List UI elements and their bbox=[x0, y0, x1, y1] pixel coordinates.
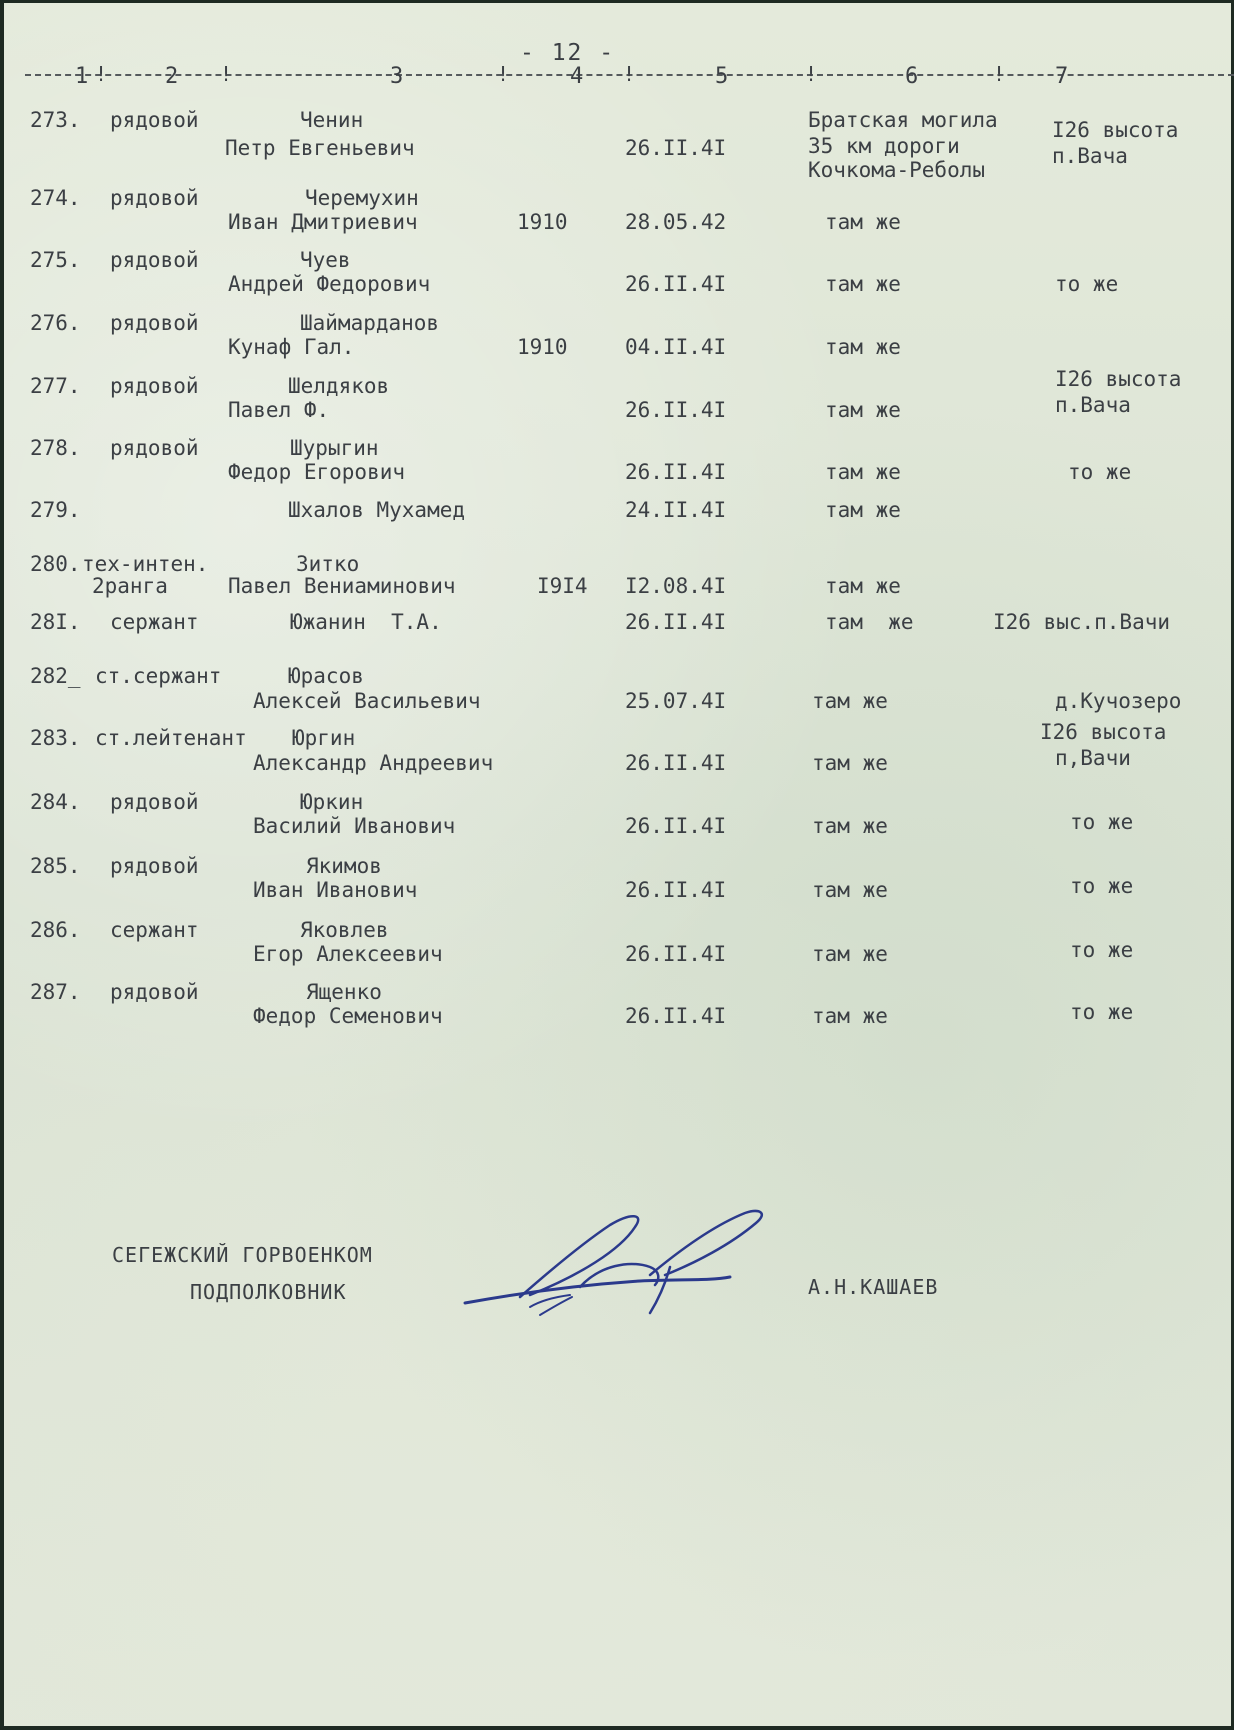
footer-rank: ПОДПОЛКОВНИК bbox=[190, 1280, 347, 1304]
entry-name: Федор Семенович bbox=[253, 1004, 443, 1028]
entry-name: Петр Евгеньевич bbox=[225, 136, 415, 160]
entry-number: 275. bbox=[30, 248, 81, 272]
entry-burial: там же bbox=[825, 398, 901, 422]
entry-year: 1910 bbox=[517, 335, 568, 359]
entry-number: 274. bbox=[30, 186, 81, 210]
entry-surname: Ященко bbox=[306, 980, 382, 1004]
entry-rank: сержант bbox=[110, 918, 199, 942]
entry-date: 04.II.4I bbox=[625, 335, 727, 359]
entry-date: 26.II.4I bbox=[625, 751, 727, 775]
entry-burial: там же bbox=[825, 610, 914, 634]
entry-place: то же bbox=[1070, 810, 1134, 834]
entry-date: 26.II.4I bbox=[625, 878, 727, 902]
column-header-2: 2 bbox=[165, 64, 179, 89]
entry-surname: Юрасов bbox=[288, 664, 364, 688]
entry-date: 26.II.4I bbox=[625, 272, 727, 296]
entry-surname: Юргин bbox=[292, 726, 356, 750]
entry-rank: сержант bbox=[110, 610, 199, 634]
entry-place: I26 высота bbox=[1055, 367, 1182, 391]
entry-burial: там же bbox=[812, 689, 888, 713]
column-header-5: 5 bbox=[715, 64, 729, 89]
entry-name: Андрей Федорович bbox=[228, 272, 431, 296]
entry-surname: Чуев bbox=[300, 248, 351, 272]
entry-burial: Братская могила bbox=[808, 108, 998, 132]
entry-date: 26.II.4I bbox=[625, 398, 727, 422]
entry-number: 287. bbox=[30, 980, 81, 1004]
entry-place: I26 выс.п.Вачи bbox=[993, 610, 1171, 634]
entry-place: д.Кучозеро bbox=[1055, 689, 1182, 713]
entry-rank-class: 2ранга bbox=[92, 574, 168, 598]
entry-surname: Шелдяков bbox=[288, 374, 390, 398]
entry-name: Иван Иванович bbox=[253, 878, 418, 902]
entry-name: Александр Андреевич bbox=[253, 751, 494, 775]
entry-number: 279. bbox=[30, 498, 81, 522]
handwritten-signature bbox=[460, 1205, 790, 1339]
entry-burial: там же bbox=[825, 574, 901, 598]
signature-drawing bbox=[460, 1205, 790, 1335]
entry-place: то же bbox=[1070, 874, 1134, 898]
entry-number: 285. bbox=[30, 854, 81, 878]
entry-place: то же bbox=[1070, 938, 1134, 962]
column-header-3: 3 bbox=[390, 64, 404, 89]
entry-burial: там же bbox=[812, 1004, 888, 1028]
entry-place: то же bbox=[1070, 1000, 1134, 1024]
list-item bbox=[0, 982, 1234, 1171]
entry-date: 28.05.42 bbox=[625, 210, 727, 234]
column-header-6: 6 bbox=[905, 64, 919, 89]
entry-surname: Шаймарданов bbox=[300, 311, 440, 335]
column-separator: ! bbox=[497, 62, 510, 86]
footer-signer: А.Н.КАШАЕВ bbox=[808, 1275, 939, 1299]
entry-number: 277. bbox=[30, 374, 81, 398]
entry-name: Иван Дмитриевич bbox=[228, 210, 418, 234]
entry-date: 25.07.4I bbox=[625, 689, 727, 713]
entry-place: то же bbox=[1068, 460, 1132, 484]
entry-burial: там же bbox=[825, 498, 901, 522]
entry-name: Павел Ф. bbox=[228, 398, 330, 422]
entry-number: 28I. bbox=[30, 610, 81, 634]
entry-date: 24.II.4I bbox=[625, 498, 727, 522]
footer-office: СЕГЕЖСКИЙ ГОРВОЕНКОМ bbox=[112, 1243, 373, 1267]
entry-number: 278. bbox=[30, 436, 81, 460]
entry-date: 26.II.4I bbox=[625, 942, 727, 966]
entry-name: Егор Алексеевич bbox=[253, 942, 443, 966]
entry-surname: Черемухин bbox=[305, 186, 419, 210]
entry-name: Кунаф Гал. bbox=[228, 335, 355, 359]
entry-year: I9I4 bbox=[537, 574, 588, 598]
entry-burial: там же bbox=[812, 942, 888, 966]
entry-rank: ст.сержант bbox=[95, 664, 222, 688]
entry-burial: там же bbox=[825, 460, 901, 484]
entry-date: 26.II.4I bbox=[625, 1004, 727, 1028]
entry-surname: Якимов bbox=[306, 854, 382, 878]
entry-number: 280. bbox=[30, 552, 81, 576]
entry-name: Павел Вениаминович bbox=[228, 574, 456, 598]
entry-burial: там же bbox=[812, 814, 888, 838]
entry-date: 26.II.4I bbox=[625, 814, 727, 838]
entry-burial: 35 км дороги bbox=[808, 134, 960, 158]
entry-rank: рядовой bbox=[110, 854, 199, 878]
entry-surname: Юркин bbox=[300, 790, 364, 814]
entry-burial: там же bbox=[812, 751, 888, 775]
entry-place: п.Вача bbox=[1055, 393, 1131, 417]
entry-rank: рядовой bbox=[110, 311, 199, 335]
scan-edge-bottom bbox=[0, 1726, 1234, 1730]
entry-number: 284. bbox=[30, 790, 81, 814]
column-separator: ! bbox=[993, 62, 1006, 86]
entry-name: Шхалов Мухамед bbox=[288, 498, 466, 522]
entry-rank: тех-интен. bbox=[82, 552, 209, 576]
entry-rank: рядовой bbox=[110, 980, 199, 1004]
entry-place: I26 высота bbox=[1040, 720, 1167, 744]
column-separator: ! bbox=[623, 62, 636, 86]
entry-burial: там же bbox=[812, 878, 888, 902]
entry-rank: рядовой bbox=[110, 790, 199, 814]
entry-burial: там же bbox=[825, 272, 901, 296]
entry-rank: рядовой bbox=[110, 186, 199, 210]
entry-date: 26.II.4I bbox=[625, 460, 727, 484]
column-separator: ! bbox=[95, 62, 108, 86]
entry-name: Алексей Васильевич bbox=[253, 689, 481, 713]
entry-date: 26.II.4I bbox=[625, 610, 727, 634]
entry-number: 282_ bbox=[30, 664, 81, 688]
scan-edge-top bbox=[0, 0, 1234, 3]
entry-place: п,Вачи bbox=[1055, 746, 1131, 770]
entry-date: I2.08.4I bbox=[625, 574, 727, 598]
entry-rank: рядовой bbox=[110, 108, 199, 132]
column-header-row bbox=[25, 60, 1234, 100]
page-number: - 12 - bbox=[520, 40, 616, 66]
entry-rank: рядовой bbox=[110, 248, 199, 272]
entry-place: п.Вача bbox=[1052, 144, 1128, 168]
column-header-1: 1 bbox=[75, 64, 89, 89]
column-separator: ! bbox=[805, 62, 818, 86]
entry-rank: рядовой bbox=[110, 374, 199, 398]
entry-name: Федор Егорович bbox=[228, 460, 406, 484]
entry-number: 286. bbox=[30, 918, 81, 942]
entry-year: 1910 bbox=[517, 210, 568, 234]
entry-date: 26.II.4I bbox=[625, 136, 727, 160]
entry-burial: там же bbox=[825, 210, 901, 234]
entry-rank: рядовой bbox=[110, 436, 199, 460]
entry-name: Южанин Т.А. bbox=[290, 610, 442, 634]
entry-place: I26 высота bbox=[1052, 118, 1179, 142]
entry-burial: там же bbox=[825, 335, 901, 359]
entry-name: Василий Иванович bbox=[253, 814, 456, 838]
entry-number: 273. bbox=[30, 108, 81, 132]
column-header-4: 4 bbox=[570, 64, 584, 89]
entry-burial: Кочкома-Реболы bbox=[808, 158, 986, 182]
column-separator: ! bbox=[220, 62, 233, 86]
entry-surname: Шурыгин bbox=[290, 436, 379, 460]
column-header-7: 7 bbox=[1055, 64, 1069, 89]
entry-place: то же bbox=[1055, 272, 1119, 296]
entry-rank: ст.лейтенант bbox=[95, 726, 247, 750]
entry-number: 276. bbox=[30, 311, 81, 335]
entry-surname: Ченин bbox=[300, 108, 364, 132]
entry-surname: Яковлев bbox=[300, 918, 389, 942]
entry-surname: Зитко bbox=[296, 552, 360, 576]
entry-number: 283. bbox=[30, 726, 81, 750]
